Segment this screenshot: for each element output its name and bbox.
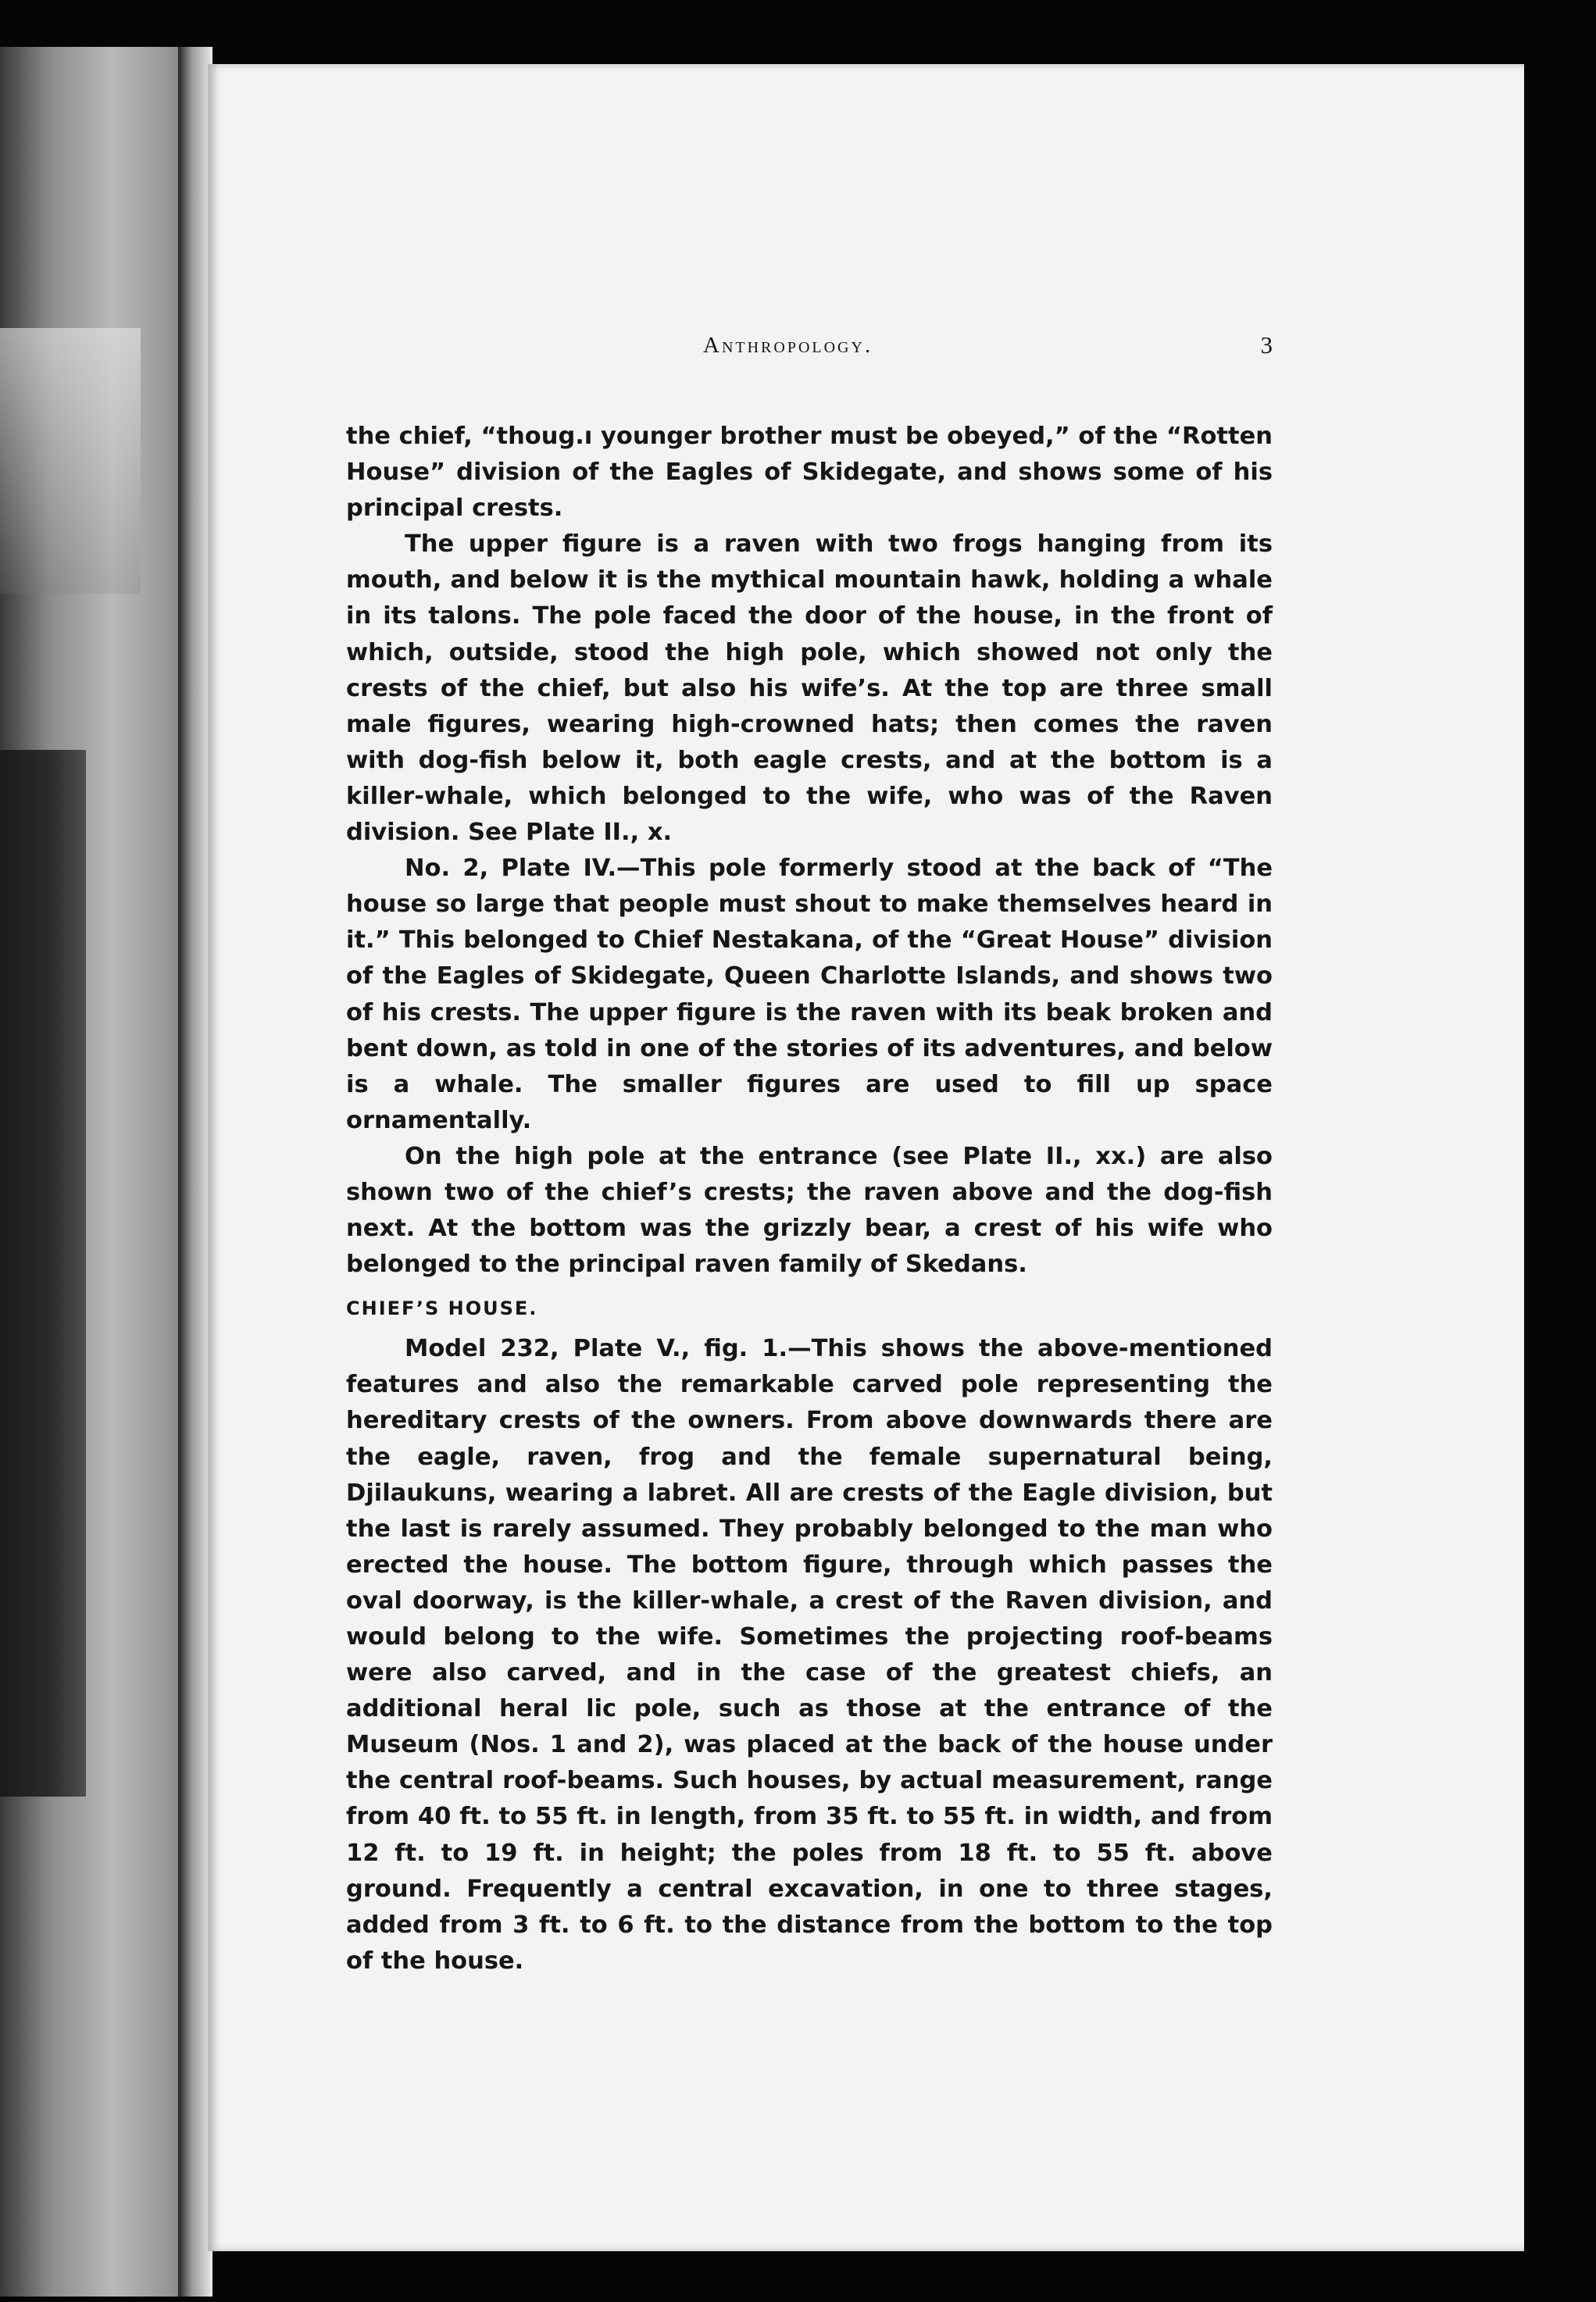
paragraph: On the high pole at the entrance (see Plate II., xx.) are also shown two of the chief’s crests; the raven above and the dog-fish next. At the bottom was the grizzly bear, a crest of his wife who belonged to the principal raven family of Skedans. bbox=[346, 1142, 1273, 1279]
page-number: 3 bbox=[1260, 331, 1273, 359]
paragraph: No. 2, Plate IV.—This pole formerly stood at the back of “The house so large that people must shout to make themselves heard in it.” This belonged to Chief Nestakana, of the “Great House” division of the Eagles of Skidegate, Queen Charlotte Islands, and shows two of his crests. The upper figure is the raven with its beak broken and bent down, as told in one of the stories of its adventures, and below is a whale. The smaller figures are used to fill up space ornamentally. bbox=[346, 855, 1273, 1134]
facing-page-shadow bbox=[0, 750, 86, 1797]
running-title: Anthropology. bbox=[703, 333, 873, 358]
section-heading: CHIEF’S HOUSE. bbox=[346, 1297, 538, 1320]
facing-page-highlight bbox=[0, 328, 141, 594]
paragraph: Model 232, Plate V., fig. 1.—This shows the above-mentioned features and also the remarkable carved pole representing the hereditary crests of the owners. From above downwards there are the eagle, raven, frog and the female supernatural being, Djilaukuns, wearing a labret. All are crests of the Eagle division, but the last is rarely assumed. They probably belonged to the man who erected the house. The bottom figure, through which passes the oval doorway, is the killer-whale, a crest of the Raven division, and would belong to the wife. Sometimes the projecting roof-beams were also carved, and in the case of the greatest chiefs, an additional heral lic pole, such as those at the entrance of the Museum (Nos. 1 and 2), was placed at the back of the house under the central roof-beams. Such houses, by actual measurement, range from 40 ft. to 55 ft. in length, from 35 ft. to 55 ft. in width, and from 12 ft. to 19 ft. in height; the poles from 18 ft. to 55 ft. above ground. Frequently a central excavation, in one to three stages, added from 3 ft. to 6 ft. to the distance from the bottom to the top of the house. bbox=[346, 1335, 1273, 1975]
paragraph: The upper figure is a raven with two frogs hanging from its mouth, and below it is the mythical mountain hawk, holding a whale in its talons. The pole faced the door of the house, in the front of which, outside, stood the high pole, which showed not only the crests of the chief, but also his wife’s. At the top are three small male figures, wearing high-crowned hats; then comes the raven with dog-fish below it, both eagle crests, and at the bottom is a killer-whale, which belonged to the wife, who was of the Raven division. See Plate II., x. bbox=[346, 530, 1273, 847]
book-page bbox=[208, 64, 1524, 2251]
running-head bbox=[208, 333, 1273, 364]
paragraph: the chief, “thoug.ı younger brother must be obeyed,” of the “Rotten House” division of the Eagles of Skidegate, and shows some of his principal crests. bbox=[346, 423, 1273, 523]
body-text bbox=[346, 419, 1273, 1979]
facing-page-edge bbox=[0, 47, 205, 2297]
